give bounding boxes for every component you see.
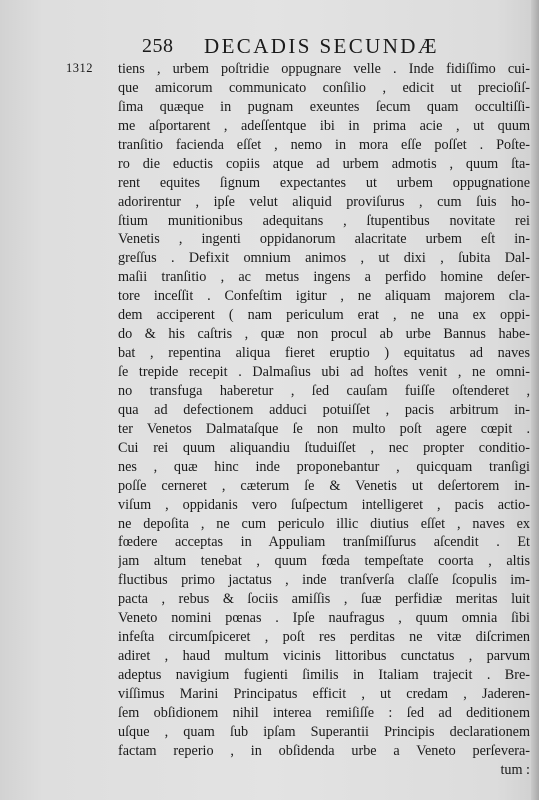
page-header	[142, 33, 502, 59]
text-line: maſii tranſitio , ac metus ingens a perfido homine deſer-	[118, 269, 530, 286]
text-line: infeſta circumſpiceret , poſt res perditas ne vitæ diſcrimen	[118, 629, 530, 646]
text-line: ſem obſidionem nihil interea remiſiſſe : ſed ad deditionem	[118, 704, 530, 721]
text-line: adorirentur , ipſe velut aliquid proviſurus , cum ſuis ho-	[118, 193, 530, 210]
text-line: Cui rei quum aliquandiu ſtuduiſſet , nec propter conditio-	[118, 439, 530, 456]
text-line: greſſus . Defixit omnium animos , ut dixi , ſubita Dal-	[118, 250, 530, 267]
text-line: rent equites ſignum expectantes ut urbem oppugnatione	[118, 174, 530, 191]
text-line: qua ad defectionem adduci potuiſſet , pacis arbitrum in-	[118, 401, 530, 418]
text-line: bat , repentina aliqua fieret eruptio ) equitatus ad naves	[118, 345, 530, 362]
text-line: do & his caſtris , quæ non procul ab urbe Bannus habe-	[118, 326, 530, 343]
text-line: viſſimus Marini Principatus efficit , ut credam , Jaderen-	[118, 685, 530, 702]
text-line: viſum , oppidanis vero ſuſpectum intelligeret , pacis actio-	[118, 496, 530, 513]
text-line: fluctibus primo jactatus , inde tranſverſa claſſe ſcopulis im-	[118, 572, 530, 589]
text-line: adiret , haud multum vicinis littoribus cunctatus , parvum	[118, 648, 530, 665]
running-head: DECADIS SECUNDÆ	[204, 34, 439, 58]
text-line: ſima quæque in pugnam exeuntes ſecum quam occultiſſi-	[118, 98, 530, 115]
text-line: tiens , urbem poſtridie oppugnare velle . Inde fidiſſimo cui-	[118, 61, 530, 77]
text-line: ſtium munitionibus adequitans , ſtupentibus novitate rei	[118, 212, 530, 229]
text-line: me aſportarent , adeſſentque ibi in prima acie , ut quum	[118, 117, 530, 134]
body-text	[118, 60, 530, 780]
text-line: Venetis , ingenti oppidanorum alacritate urbem eſt in-	[118, 231, 530, 248]
text-line: fœdere acceptas in Appuliam tranſmiſſurus aſcendit . Et	[118, 534, 530, 551]
text-line: poſſe cerneret , cæterum ſe & Venetis ut deſertorem in-	[118, 477, 530, 494]
text-line: ſe trepide recepit . Dalmaſius ubi ad hoſtes venit , ne omni-	[118, 364, 530, 380]
text-line: ter Venetos Dalmataſque ſe non multo poſt agere cœpit .	[118, 420, 530, 437]
text-line: uſque , quam ſub ipſam Superantii Principis declarationem	[118, 723, 530, 740]
text-line: factam reperio , in obſidenda urbe a Veneto perſevera-	[118, 742, 530, 759]
text-line: tum :	[500, 761, 530, 778]
margin-year-note: 1312	[66, 61, 93, 75]
page-number: 258	[142, 35, 174, 57]
text-line: adeptus navigium fugienti ſimilis in Italiam trajecit . Bre-	[118, 667, 530, 683]
text-line: ne depoſita , ne cum periculo illic diutius eſſet , naves ex	[118, 515, 530, 532]
text-line: jam altum tenebat , quum fœda tempeſtate coorta , altis	[118, 553, 530, 570]
text-line: dem acciperent ( nam periculum erat , ne una ex oppi-	[118, 307, 530, 324]
text-line: que amicorum communicato conſilio , edicit ut precioſiſ-	[118, 79, 530, 96]
text-line: tranſitio facienda eſſet , nemo in mora eſſe poſſet . Poſte-	[118, 136, 530, 153]
text-line: tore inceſſit . Confeſtim igitur , ne aliquam majorem cla-	[118, 288, 530, 305]
page-edge-shadow	[531, 0, 539, 800]
text-line: nes , quæ hinc inde proponebantur , quicquam tranſigi	[118, 458, 530, 475]
text-line: pacta , rebus & ſociis amiſſis , ſuæ perfidiæ meritas luit	[118, 591, 530, 608]
text-line: no transfuga haberetur , ſed cauſam fuiſſe oſtenderet ,	[118, 382, 530, 399]
text-line: Veneto nomini pœnas . Ipſe naufragus , quum omnia ſibi	[118, 610, 530, 627]
text-line: ro die eductis copiis atque ad urbem admotis , quum ſta-	[118, 155, 530, 172]
